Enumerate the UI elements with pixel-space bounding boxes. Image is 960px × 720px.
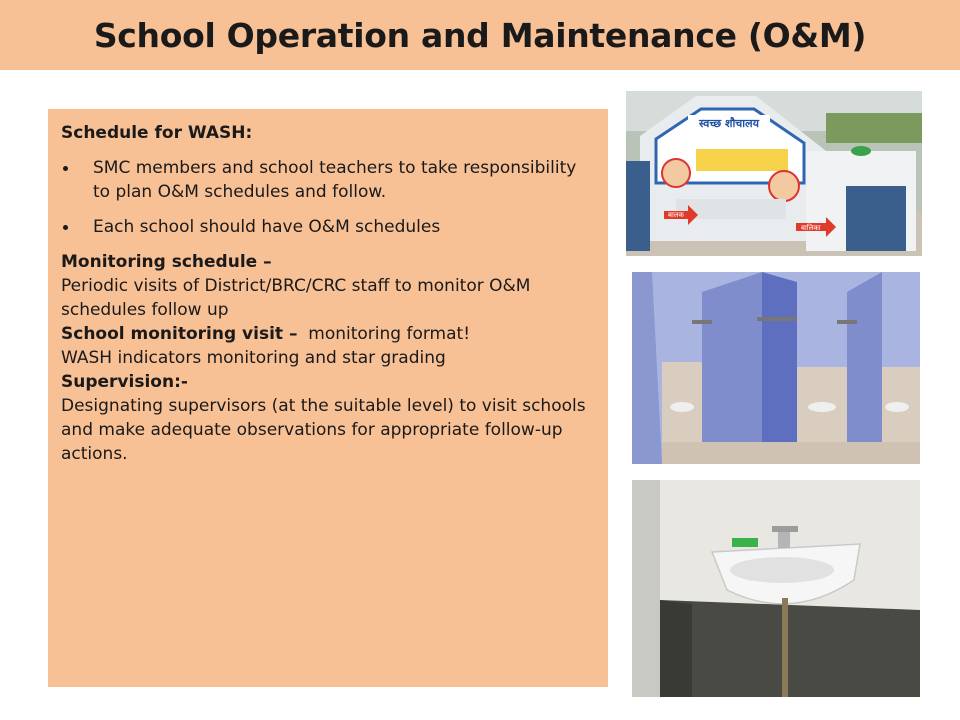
sign-text: स्वच्छ शौचालय xyxy=(699,117,759,130)
content-box xyxy=(48,109,608,687)
visit-text: monitoring format! xyxy=(297,324,471,344)
slide-title: School Operation and Maintenance (O&M) xyxy=(93,15,867,55)
wash-basin-photo xyxy=(632,480,920,697)
wash-bullet-list xyxy=(61,156,594,239)
bullet-item: SMC members and school teachers to take responsibility to plan O&M schedules and follow. xyxy=(61,156,594,204)
boys-label: बालक xyxy=(668,211,684,219)
bullet-item: Each school should have O&M schedules xyxy=(61,215,594,239)
indicators-text: WASH indicators monitoring and star grading xyxy=(61,348,446,368)
visit-label: School monitoring visit – xyxy=(61,324,298,344)
visit-line xyxy=(61,322,594,346)
supervision-text: Designating supervisors (at the suitable level) to visit schools and make adequate observations for appropriate follow-up actions. xyxy=(61,396,586,464)
wash-schedule-heading: Schedule for WASH: xyxy=(61,123,253,143)
supervision-heading: Supervision:- xyxy=(61,372,188,392)
monitoring-heading: Monitoring schedule – xyxy=(61,252,272,272)
title-bar xyxy=(0,0,960,70)
monitoring-text: Periodic visits of District/BRC/CRC staff to monitor O&M schedules follow up xyxy=(61,276,531,320)
toilet-exterior-photo xyxy=(626,91,922,256)
toilet-interior-photo xyxy=(632,272,920,464)
girls-label: बालिका xyxy=(801,224,821,232)
